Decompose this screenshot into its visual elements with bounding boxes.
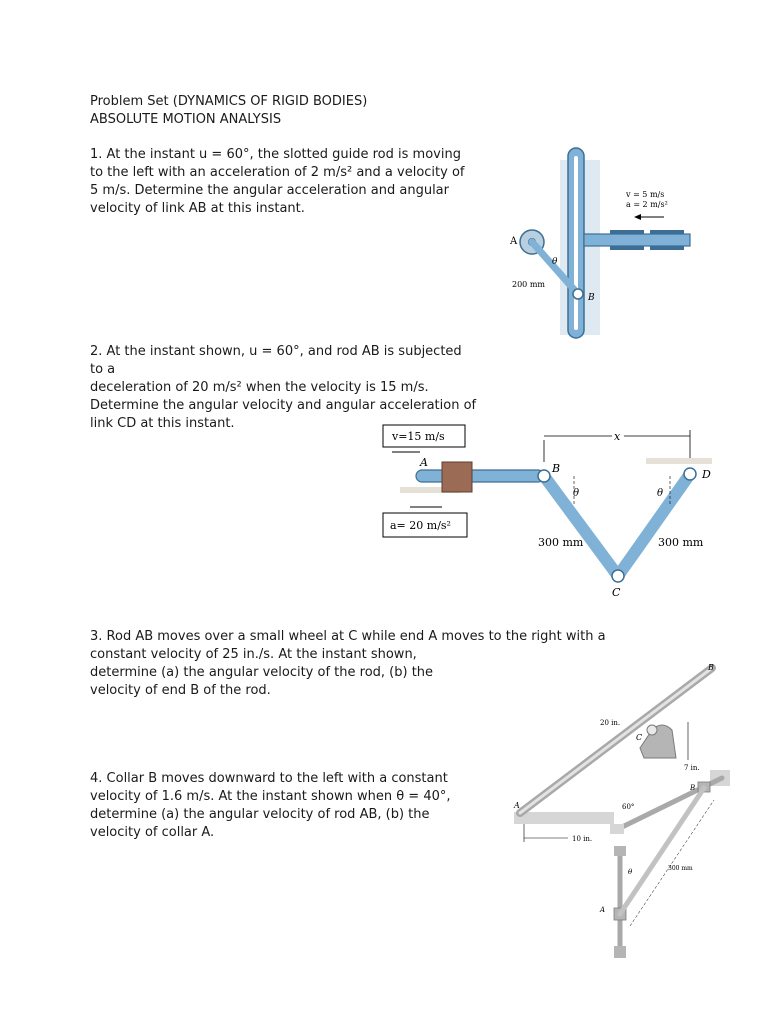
- guide-bottom-cap: [614, 946, 626, 958]
- pin-d: [684, 468, 696, 480]
- wheel-support: [640, 725, 676, 758]
- ceiling-support: [646, 458, 712, 464]
- label-300mm-2: 300 mm: [658, 536, 704, 549]
- problem-1-text: 1. At the instant u = 60°, the slotted guide rod is moving to the left with an acceleration of 2 m/s² and a velocity of 5 m/s. Determine the angular acceleration and angular velocity of link AB at this instant.: [90, 147, 465, 216]
- label-x: x: [614, 430, 621, 443]
- label-300mm-1: 300 mm: [538, 536, 584, 549]
- guide-top-2: [650, 230, 684, 234]
- pin-b: [573, 289, 583, 299]
- label-a: A: [420, 456, 428, 469]
- horizontal-arm: [584, 234, 690, 246]
- label-300mm: 300 mm: [668, 865, 693, 872]
- label-7in: 7 in.: [684, 764, 700, 772]
- label-velocity: v = 5 m/s: [626, 190, 665, 199]
- label-c: C: [636, 733, 643, 742]
- link-bc: [544, 476, 618, 576]
- link-cd: [618, 474, 690, 576]
- figure-1-slotted-guide: [500, 140, 710, 345]
- label-theta: θ: [628, 868, 633, 876]
- label-d: D: [702, 468, 711, 481]
- label-theta-2: θ: [657, 488, 664, 499]
- label-theta-1: θ: [573, 488, 580, 499]
- problem-2-text: 2. At the instant shown, u = 60°, and rod AB is subjected to a deceleration of 20 m/s² when the velocity is 15 m/s. Determine the angular velocity and angular acceleration of link CD at this instant.: [90, 344, 477, 431]
- figure-2-linkage: [380, 422, 725, 602]
- label-b: B: [552, 462, 561, 475]
- guide-top-1: [610, 230, 644, 234]
- label-60deg: 60°: [622, 803, 635, 811]
- velocity-arrowhead: [634, 214, 641, 220]
- left-support: [610, 824, 624, 834]
- pin-b: [538, 470, 550, 482]
- guide-top-cap: [614, 846, 626, 856]
- label-20in: 20 in.: [600, 719, 621, 727]
- problem-3-text: 3. Rod AB moves over a small wheel at C while end A moves to the right with a constant velocity of 25 in./s. At the instant shown, determine (a) the angular velocity of the rod, (b) the velocity of end B of the rod.: [90, 629, 606, 698]
- rod-ab: [416, 470, 544, 482]
- acceleration-box-text: a= 20 m/s²: [390, 519, 451, 532]
- label-a: A: [510, 236, 518, 247]
- label-c: C: [612, 586, 621, 599]
- wheel-c: [647, 725, 657, 735]
- pin-c: [612, 570, 624, 582]
- label-a: A: [600, 906, 606, 914]
- label-b: B: [690, 784, 696, 792]
- velocity-box-text: v=15 m/s: [392, 430, 445, 443]
- sliding-block: [442, 462, 472, 492]
- doc-title-line2: ABSOLUTE MOTION ANALYSIS: [90, 112, 282, 127]
- label-acceleration: a = 2 m/s²: [626, 200, 668, 209]
- slot: [574, 156, 578, 330]
- label-a: A: [514, 801, 520, 810]
- label-b: B: [708, 663, 714, 672]
- problem-4-text: 4. Collar B moves downward to the left with a constant velocity of 1.6 m/s. At the instant shown when θ = 40°, determine (a) the angular velocity of rod AB, (b) the velocity of collar A.: [90, 771, 451, 840]
- label-theta: θ: [552, 257, 558, 267]
- label-10in: 10 in.: [572, 835, 593, 843]
- figure-4-collar-linkage: [596, 768, 736, 964]
- doc-title-line1: Problem Set (DYNAMICS OF RIGID BODIES): [90, 94, 368, 109]
- label-200mm: 200 mm: [512, 280, 545, 289]
- label-b: B: [588, 293, 595, 303]
- guide-bottom-2: [650, 246, 684, 250]
- guide-bottom-1: [610, 246, 644, 250]
